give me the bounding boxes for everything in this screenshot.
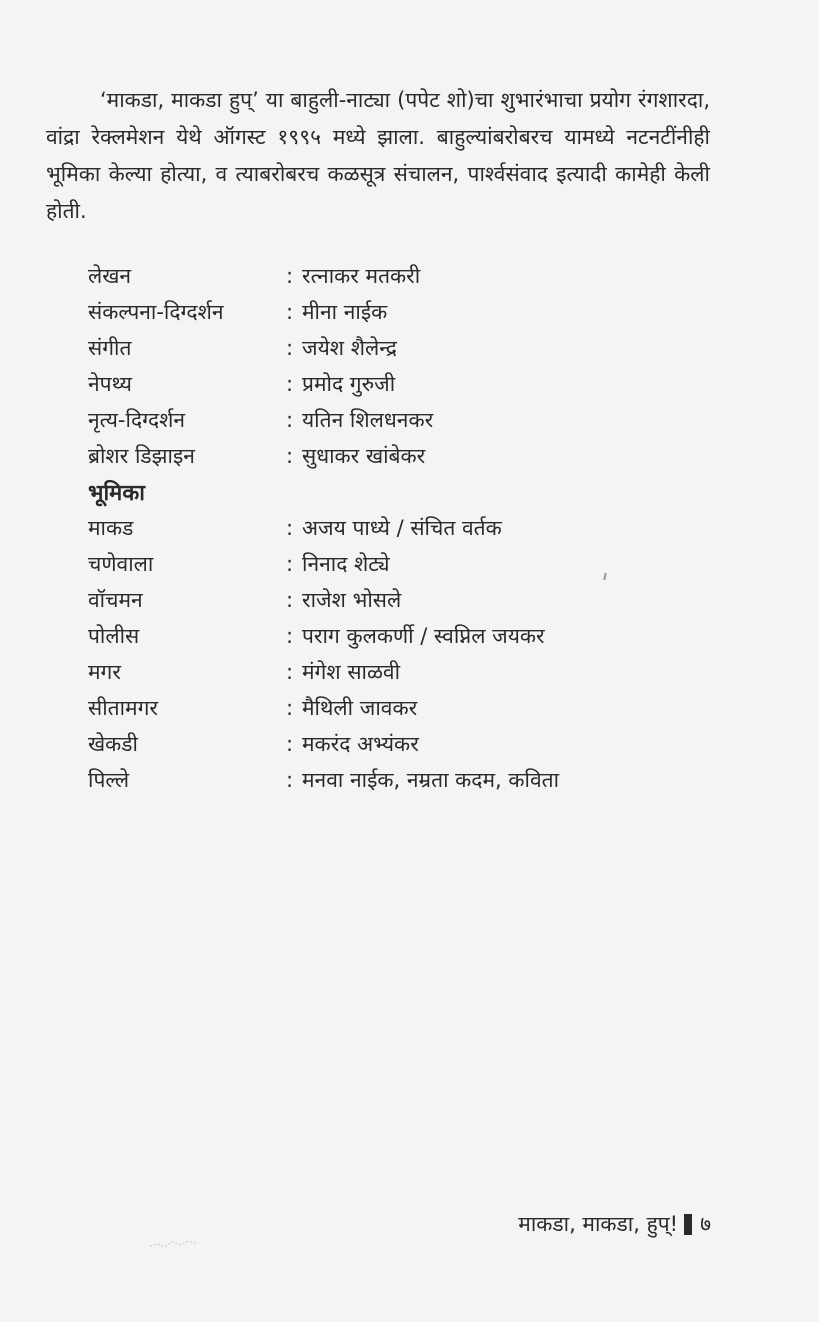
cast-role: पिल्ले — [88, 768, 130, 792]
credit-row — [88, 258, 708, 294]
cast-row — [88, 510, 708, 546]
credit-separator: : — [286, 264, 294, 288]
print-smudge — [148, 1236, 198, 1250]
cast-heading: भूमिका — [88, 481, 145, 506]
credit-role: नृत्य-दिग्दर्शन — [88, 408, 186, 432]
cast-role: खेकडी — [88, 732, 138, 756]
credit-name: प्रमोद गुरुजी — [302, 372, 396, 396]
cast-separator: : — [286, 552, 294, 576]
cast-name: मैथिली जावकर — [302, 696, 418, 720]
intro-paragraph: ‘माकडा, माकडा हुप्’ या बाहुली-नाट्या (पपेट शो)चा शुभारंभाचा प्रयोग रंगशारदा, वांद्रा रेक्लमेशन येथे ऑगस्ट १९९५ मध्ये झाला. बाहुल्यांबरोबरच यामध्ये नटनटींनीही भूमिका केल्या होत्या, व त्याबरोबरच कळसूत्र संचालन, पार्श्वसंवाद इत्यादी कामेही केली होती. — [46, 88, 710, 223]
cast-role: सीतामगर — [88, 696, 159, 720]
credit-role: ब्रोशर डिझाइन — [88, 444, 195, 468]
credit-role: नेपथ्य — [88, 372, 132, 396]
cast-separator: : — [286, 696, 294, 720]
credit-name: सुधाकर खांबेकर — [302, 444, 426, 468]
page-number: ७ — [700, 1212, 711, 1236]
credit-separator: : — [286, 372, 294, 396]
credit-row — [88, 294, 708, 330]
cast-role: वॉचमन — [88, 588, 143, 612]
cast-role: चणेवाला — [88, 552, 154, 576]
cast-separator: : — [286, 516, 294, 540]
credit-row — [88, 366, 708, 402]
credit-separator: : — [286, 444, 294, 468]
cast-row — [88, 654, 708, 690]
cast-name: निनाद शेट्ये — [302, 552, 390, 576]
cast-separator: : — [286, 624, 294, 648]
footer-bar-mark — [684, 1214, 692, 1235]
cast-row — [88, 582, 708, 618]
cast-row — [88, 762, 708, 798]
credit-row — [88, 330, 708, 366]
cast-row — [88, 618, 708, 654]
cast-row — [88, 690, 708, 726]
cast-name: मंगेश साळवी — [302, 660, 401, 684]
credit-role: लेखन — [88, 264, 132, 288]
cast-role: मगर — [88, 660, 121, 684]
cast-row — [88, 546, 708, 582]
credit-row — [88, 438, 708, 474]
credit-separator: : — [286, 408, 294, 432]
credits-list — [88, 258, 708, 798]
credit-role: संगीत — [88, 336, 132, 360]
cast-role: माकड — [88, 516, 134, 540]
credit-row — [88, 402, 708, 438]
credit-separator: : — [286, 336, 294, 360]
cast-separator: : — [286, 588, 294, 612]
cast-name: पराग कुलकर्णी / स्वप्निल जयकर — [302, 624, 545, 648]
cast-name: राजेश भोसले — [302, 588, 402, 612]
cast-row — [88, 726, 708, 762]
cast-separator: : — [286, 732, 294, 756]
running-title: माकडा, माकडा, हुप्! — [518, 1212, 679, 1236]
cast-separator: : — [286, 768, 294, 792]
credit-name: रत्नाकर मतकरी — [302, 264, 421, 288]
page-footer — [518, 1210, 711, 1238]
cast-name: अजय पाध्ये / संचित वर्तक — [302, 516, 502, 540]
credit-role: संकल्पना-दिग्दर्शन — [88, 300, 224, 324]
cast-role: पोलीस — [88, 624, 140, 648]
credit-separator: : — [286, 300, 294, 324]
credit-name: मीना नाईक — [302, 300, 388, 324]
cast-name: मनवा नाईक, नम्रता कदम, कविता — [302, 768, 560, 792]
cast-name: मकरंद अभ्यंकर — [302, 732, 419, 756]
credit-name: जयेश शैलेन्द्र — [302, 336, 397, 360]
cast-separator: : — [286, 660, 294, 684]
credit-name: यतिन शिलधनकर — [302, 408, 434, 432]
